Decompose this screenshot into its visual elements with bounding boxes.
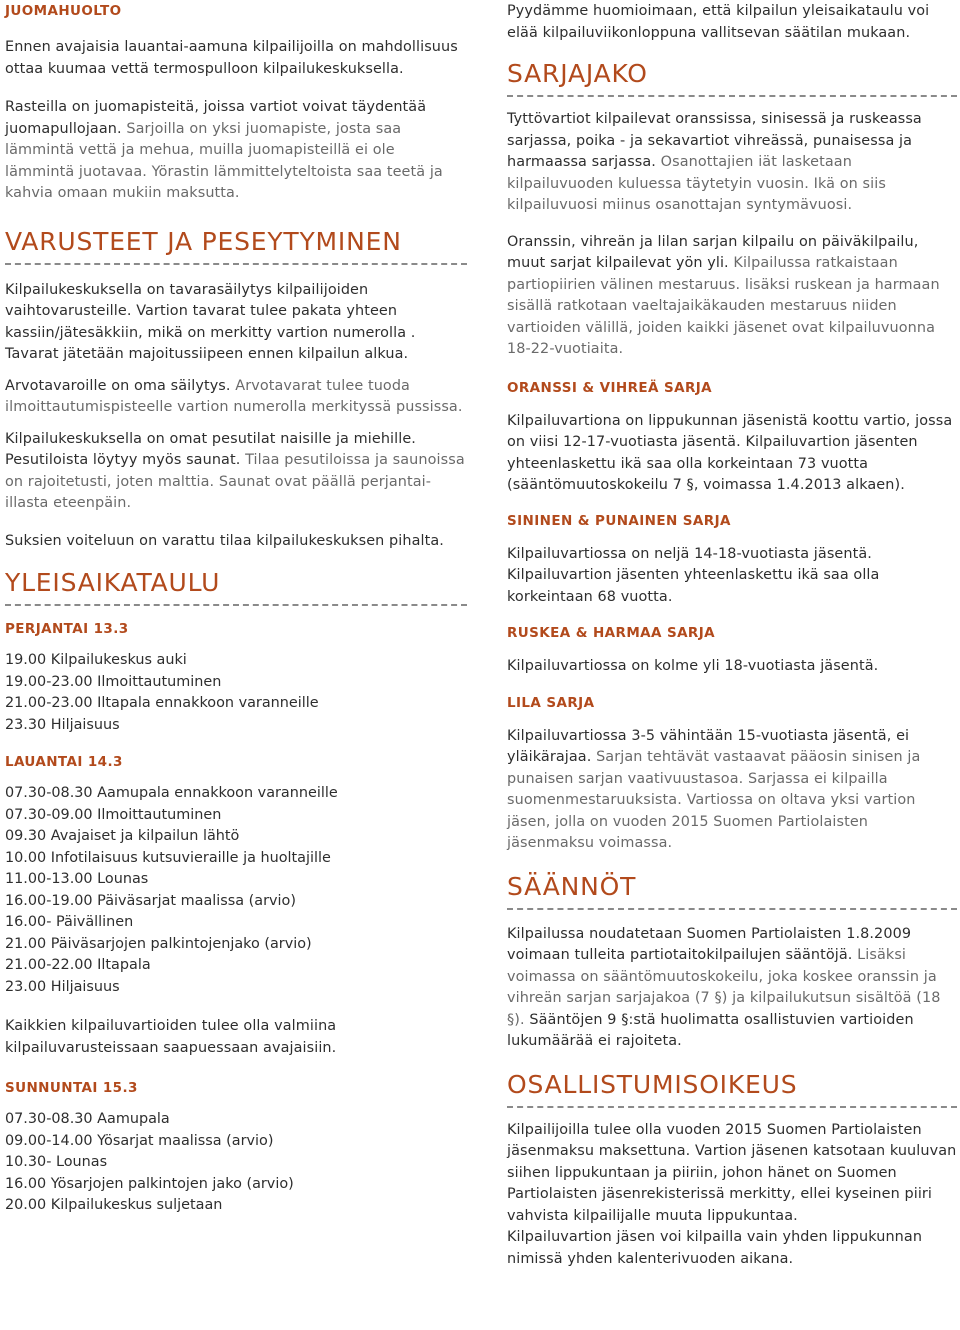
sunnuntai-heading: SUNNUNTAI 15.3 [5,1080,138,1096]
section-divider [507,95,957,97]
schedule-item: 09.00-14.00 Yösarjat maalissa (arvio) [5,1132,274,1149]
ruskea-harmaa-paragraph: Kilpailuvartiossa on kolme yli 18-vuotiasta jäsentä. [507,658,879,674]
juomahuolto-paragraph-1: Ennen avajaisia lauantai-aamuna kilpailijoilla on mahdollisuus ottaa kuumaa vettä termospulloon kilpailukeskuksella. [5,39,458,77]
saannot-paragraph: Kilpailussa noudatetaan Suomen Partiolaisten 1.8.2009 voimaan tulleita partiotaitokilpailujen sääntöjä. Lisäksi voimassa on sääntömuutoskokeilu, joka koskee oranssin ja vihreän sarjan sarjajakoa (7 §) ja kilpailukutsun sisältöä (18 §). Sääntöjen 9 §:stä huolimatta osallistuvien vartioiden lukumäärää ei rajoiteta. [507,925,941,1049]
schedule-item: 16.00-19.00 Päiväsarjat maalissa (arvio) [5,892,296,909]
schedule-item: 23.30 Hiljaisuus [5,716,120,733]
saannot-heading: SÄÄNNÖT [507,871,637,901]
left-column [5,0,467,1217]
right-column [507,0,957,1270]
schedule-item: 19.00 Kilpailukeskus auki [5,652,187,668]
yleisaikataulu-heading: YLEISAIKATAULU [5,568,221,597]
section-divider [5,263,467,265]
varusteet-paragraph-3: Kilpailukeskuksella on omat pesutilat naisille ja miehille. Pesutiloista löytyy myös saunat. Tilaa pesutiloissa ja saunoissa on rajoitetusti, joten malttia. Saunat ovat päällä perjantai-illasta eteenpäin. [5,430,465,511]
juomahuolto-heading: JUOMAHUOLTO [5,3,122,19]
schedule-item: 07.30-08.30 Aamupala ennakkoon varanneille [5,785,338,801]
schedule-item: 07.30-08.30 Aamupala [5,1111,170,1127]
sunnuntai-schedule [5,1109,467,1217]
sarjajako-heading: SARJAJAKO [507,59,648,88]
schedule-item: 19.00-23.00 Ilmoittautuminen [5,673,222,690]
schedule-item: 21.00-22.00 Iltapala [5,957,151,973]
ruskea-harmaa-heading: RUSKEA & HARMAA SARJA [507,625,715,641]
schedule-disclaimer: Pyydämme huomioimaan, että kilpailun yleisaikataulu voi elää kilpailuviikonloppuna vallitsevan säätilan mukaan. [507,3,930,41]
sarjajako-paragraph-2: Oranssin, vihreän ja lilan sarjan kilpailu on päiväkilpailu, muut sarjat kilpailevat yön yli. Kilpailussa ratkaistaan partiopiirien välinen mestaruus. lisäksi ruskean ja harmaan sisällä ratkotaan vaeltajaikäkauden mestaruus niiden vartioiden välillä, joiden kaikki jäsenet ovat kilpailuvuonna 18-22-vuotiaita. [507,233,940,357]
oranssi-vihrea-heading: ORANSSI & VIHREÄ SARJA [507,379,713,396]
sarjajako-paragraph-1: Tyttövartiot kilpailevat oranssissa, sinisessä ja ruskeassa sarjassa, poika - ja sekavartiot vihreässä, punaisessa ja harmaassa sarjassa. Osanottajien iät lasketaan kilpailuvuoden kuluessa täytetyin vuosin. Ikä on siis kilpailuvuosi miinus osanottajan syntymävuosi. [507,111,922,213]
schedule-item: 07.30-09.00 Ilmoittautuminen [5,806,222,823]
varusteet-paragraph-4: Suksien voiteluun on varattu tilaa kilpailukeskuksen pihalta. [5,532,444,549]
sininen-punainen-heading: SININEN & PUNAINEN SARJA [507,512,731,529]
schedule-item: 16.00- Päivällinen [5,914,134,930]
sininen-punainen-paragraph: Kilpailuvartiossa on neljä 14-18-vuotiasta jäsentä. Kilpailuvartion jäsenten yhteenlaskettu ikä saa olla korkeintaan 68 vuotta. [507,545,880,605]
schedule-item: 11.00-13.00 Lounas [5,871,149,887]
oranssi-vihrea-paragraph: Kilpailuvartiona on lippukunnan jäsenistä koottu vartio, jossa on viisi 12-17-vuotiasta jäsentä. Kilpailuvartion jäsenten yhteenlaskettu ikä saa olla korkeintaan 73 vuotta (sääntömuutoskokeilu 7 §, voimassa 1.4.2013 alkaen). [507,412,953,493]
schedule-item: 21.00 Päiväsarjojen palkintojenjako (arvio) [5,935,312,952]
schedule-item: 23.00 Hiljaisuus [5,978,120,995]
osallistumisoikeus-heading: OSALLISTUMISOIKEUS [507,1069,798,1099]
schedule-note: Kaikkien kilpailuvartioiden tulee olla valmiina kilpailuvarusteissaan saapuessaan avajaisiin. [5,1018,337,1056]
section-divider [507,1106,957,1108]
schedule-item: 09.30 Avajaiset ja kilpailun lähtö [5,828,240,844]
osallistumisoikeus-paragraph-2: Kilpailuvartion jäsen voi kilpailla vain yhden lippukunnan nimissä yhden kalenterivuoden aikana. [507,1229,923,1267]
section-divider [507,908,957,910]
varusteet-heading: VARUSTEET JA PESEYTYMINEN [5,226,402,256]
lila-paragraph: Kilpailuvartiossa 3-5 vähintään 15-vuotiasta jäsentä, ei yläikärajaa. Sarjan tehtävät vastaavat pääosin sinisen ja punaisen sarjan vaativuustasoa. Sarjassa ei kilpailla suomenmestaruuksista. Vartiossa on oltava yksi vartion jäsen, jolla on vuoden 2015 Suomen Partiolaisten jäsenmaksu voimassa. [507,727,921,851]
perjantai-heading: PERJANTAI 13.3 [5,621,129,637]
osallistumisoikeus-paragraph-1: Kilpailijoilla tulee olla vuoden 2015 Suomen Partiolaisten jäsenmaksu maksettuna. Vartion jäsenen katsotaan kuuluvan siihen lippukuntaan ja piiriin, johon hänet on Suomen Partiolaisten jäsenrekisterissä merkitty, ellei kyseinen piiri vahvista kilpailijalle muuta lippukuntaa. [507,1121,957,1224]
schedule-item: 10.00 Infotilaisuus kutsuvieraille ja huoltajille [5,849,331,866]
varusteet-paragraph-2: Arvotavaroille on oma säilytys. Arvotavarat tulee tuoda ilmoittautumispisteelle vartion numerolla merkityssä pussissa. [5,377,463,415]
lauantai-heading: LAUANTAI 14.3 [5,754,123,770]
varusteet-paragraph-1: Kilpailukeskuksella on tavarasäilytys kilpailijoiden vaihtovarusteille. Vartion tavarat tulee pakata yhteen kassiin/jätesäkkiin, mikä on merkitty vartion numerolla . Tavarat jätetään majoitussiipeen ennen kilpailun alkua. [5,281,416,362]
lauantai-schedule [5,783,467,998]
perjantai-schedule [5,650,467,736]
schedule-item: 10.30- Lounas [5,1154,108,1170]
section-divider [5,604,467,606]
schedule-item: 16.00 Yösarjojen palkintojen jako (arvio) [5,1175,294,1192]
schedule-item: 20.00 Kilpailukeskus suljetaan [5,1197,223,1213]
schedule-item: 21.00-23.00 Iltapala ennakkoon varanneille [5,695,319,711]
juomahuolto-paragraph-2: Rasteilla on juomapisteitä, joissa vartiot voivat täydentää juomapullojaan. Sarjoilla on yksi juomapiste, josta saa lämmintä vettä ja mehua, muilla juomapisteillä ei ole lämmintä juotavaa. Yörastin lämmittelyteltoista saa teetä ja kahvia omaan mukiin maksutta. [5,99,443,201]
lila-heading: LILA SARJA [507,694,595,711]
